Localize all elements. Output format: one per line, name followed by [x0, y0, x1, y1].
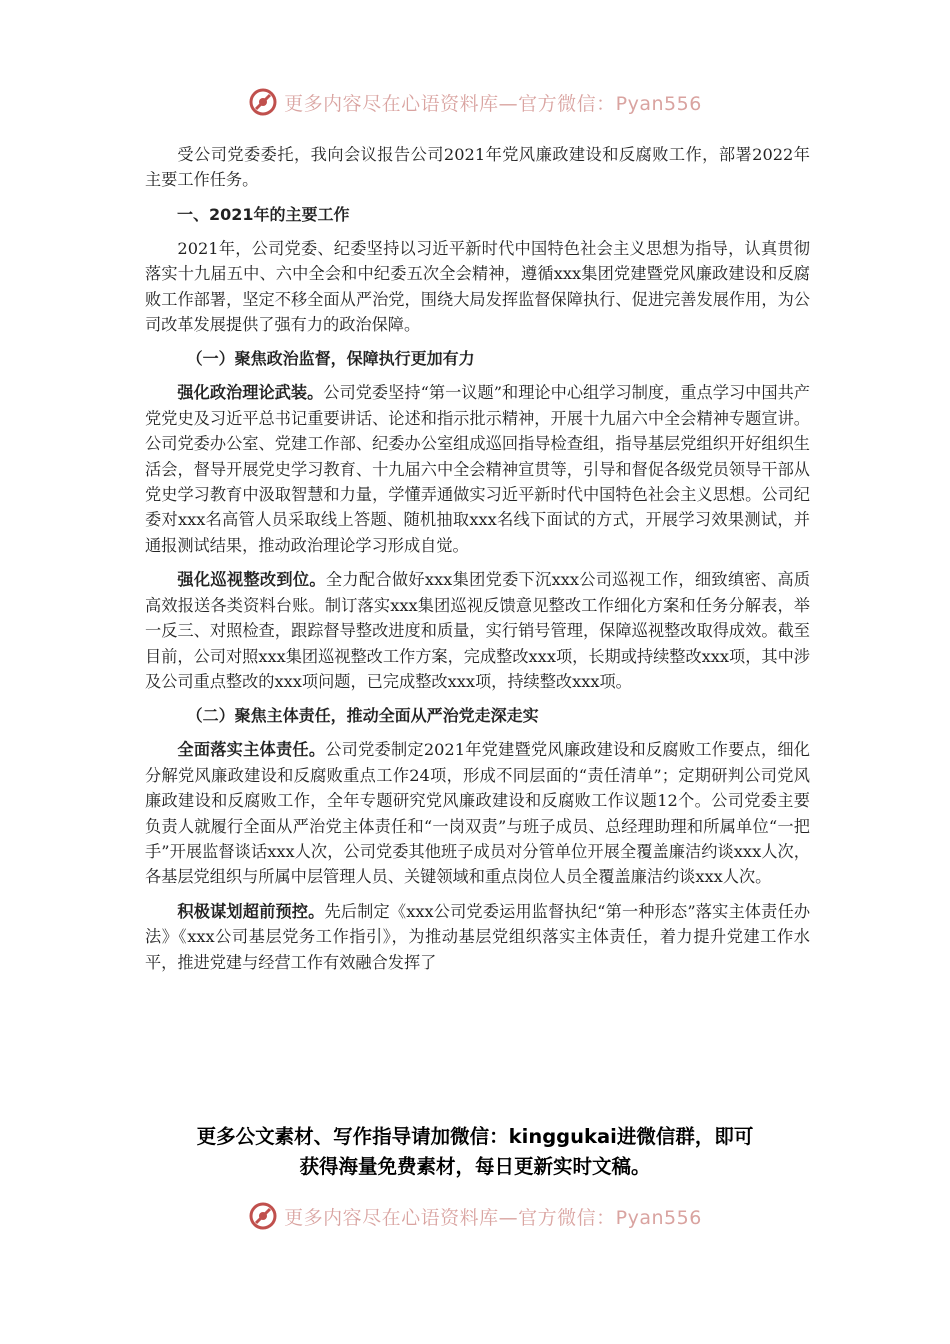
- part2-item1: [145, 737, 810, 889]
- header-watermark-banner: [0, 82, 950, 122]
- banner-text: 更多内容尽在心语资料库—官方微信：Pyan556: [284, 1206, 702, 1229]
- part1-item2-lead: 强化巡视整改到位。: [177, 570, 326, 590]
- document-body: [145, 142, 810, 984]
- banner-text: 更多内容尽在心语资料库—官方微信：Pyan556: [284, 92, 702, 115]
- part2-item1-body: 公司党委制定2021年党建暨党风廉政建设和反腐败工作要点，细化分解党风廉政建设和反腐败重点工作24项，形成不同层面的“责任清单”；定期研判公司党风廉政建设和反腐败工作，全年专题研究党风廉政建设和反腐败工作议题12个。公司党委主要负责人就履行全面从严治党主体责任和“一岗双责”与班子成员、总经理助理和所属单位“一把手”开展监督谈话xxx人次，公司党委其他班子成员对分管单位开展全覆盖廉洁约谈xxx人次，各基层党组织与所属中层管理人员、关键领域和重点岗位人员全覆盖廉洁约谈xxx人次。: [145, 740, 810, 887]
- section-heading: 一、2021年的主要工作: [177, 204, 350, 224]
- logo-icon: [248, 1201, 278, 1231]
- part2-item1-lead: 全面落实主体责任。: [177, 740, 326, 760]
- summary-paragraph: 2021年，公司党委、纪委坚持以习近平新时代中国特色社会主义思想为指导，认真贯彻落实十九届五中、六中全会和中纪委五次全会精神，遵循xxx集团党建暨党风廉政建设和反腐败工作部署，坚定不移全面从严治党，围绕大局发挥监督保障执行、促进完善发展作用，为公司改革发展提供了强有力的政治保障。: [145, 238, 810, 335]
- part2-item2-lead: 积极谋划超前预控。: [177, 901, 325, 921]
- part2-heading: （二）聚焦主体责任，推动全面从严治党走深走实: [186, 706, 539, 726]
- promo-line-1: 更多公文素材、写作指导请加微信：kinggukai进微信群，即可: [196, 1125, 754, 1148]
- part1-heading: （一）聚焦政治监督，保障执行更加有力: [186, 349, 475, 369]
- promo-notice: [0, 1122, 950, 1182]
- intro-paragraph: 受公司党委委托，我向会议报告公司2021年党风廉政建设和反腐败工作，部署2022年主要工作任务。: [145, 145, 810, 190]
- part1-item1-lead: 强化政治理论武装。: [177, 383, 324, 403]
- logo-icon: [248, 87, 278, 117]
- part1-item1: [145, 380, 810, 558]
- part2-item2: [145, 899, 810, 975]
- footer-watermark-banner: [0, 1196, 950, 1236]
- part1-item1-body: 公司党委坚持“第一议题”和理论中心组学习制度，重点学习中国共产党党史及习近平总书记重要讲话、论述和指示批示精神，开展十九届六中全会精神专题宣讲。公司党委办公室、党建工作部、纪委办公室组成巡回指导检查组，指导基层党组织开好组织生活会，督导开展党史学习教育、十九届六中全会精神宣贯等，引导和督促各级党员领导干部从党史学习教育中汲取智慧和力量，学懂弄通做实习近平新时代中国特色社会主义思想。公司纪委对xxx名高管人员采取线上答题、随机抽取xxx名线下面试的方式，开展学习效果测试，并通报测试结果，推动政治理论学习形成自觉。: [145, 383, 810, 555]
- part2-item2-body: 先后制定《xxx公司党委运用监督执纪“第一种形态”落实主体责任办法》《xxx公司基层党务工作指引》，为推动基层党组织落实主体责任，着力提升党建工作水平，推进党建与经营工作有效融合发挥了: [145, 901, 811, 972]
- part1-item2: [145, 567, 810, 694]
- part1-item2-body: 全力配合做好xxx集团党委下沉xxx公司巡视工作，细致缜密、高质高效报送各类资料台账。制订落实xxx集团巡视反馈意见整改工作细化方案和任务分解表，举一反三、对照检查，跟踪督导整改进度和质量，实行销号管理，保障巡视整改取得成效。截至目前，公司对照xxx集团巡视整改工作方案，完成整改xxx项，长期或持续整改xxx项，其中涉及公司重点整改的xxx项问题，已完成整改xxx项，持续整改xxx项。: [145, 570, 811, 691]
- promo-line-2: 获得海量免费素材，每日更新实时文稿。: [299, 1155, 651, 1178]
